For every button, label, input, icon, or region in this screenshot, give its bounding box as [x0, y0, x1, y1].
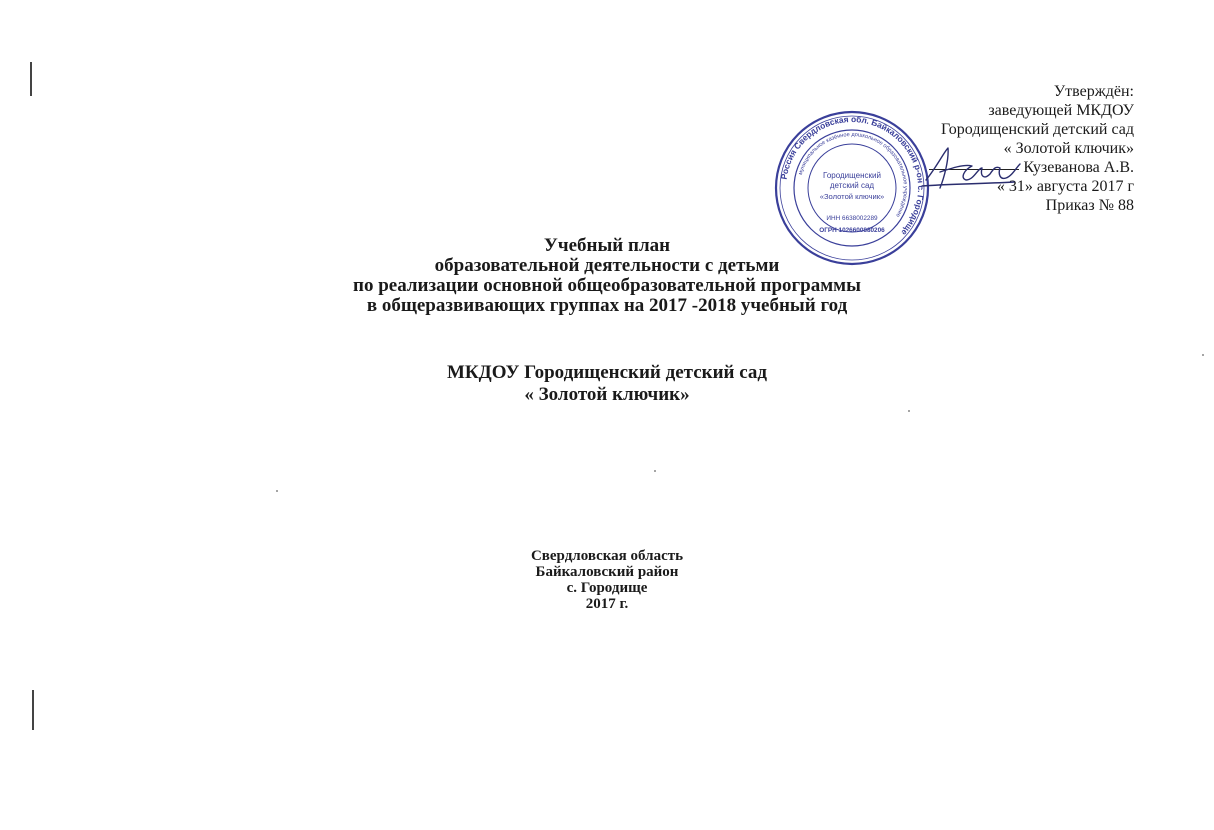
organization-name: [0, 362, 1214, 406]
title-line-4: в общеразвивающих группах на 2017 -2018 учебный год: [366, 295, 848, 316]
scan-edge-mark-bottom: [32, 690, 34, 730]
place-and-year: [0, 548, 1214, 612]
scan-speck: [908, 410, 910, 412]
stamp-ogrn: ОГРН 1026600880206: [819, 227, 885, 234]
approval-position: заведующей МКДОУ: [988, 102, 1134, 119]
scan-edge-mark-top: [30, 62, 32, 96]
document-title: [0, 236, 1214, 316]
scan-speck: [1202, 354, 1204, 356]
scan-speck: [276, 490, 278, 492]
approval-date: « 31» августа 2017 г: [996, 178, 1134, 195]
stamp-center-line-2: детский сад: [829, 181, 875, 190]
organization-line-1: МКДОУ Городищенский детский сад: [446, 362, 768, 383]
stamp-center-line-1: Городищенский: [823, 171, 881, 180]
place-region: Свердловская область: [530, 548, 684, 564]
scan-speck: [654, 470, 656, 472]
title-line-2: образовательной деятельности с детьми: [434, 255, 780, 276]
place-district: Байкаловский район: [535, 564, 679, 580]
stamp-center-line-3: «Золотой ключик»: [819, 192, 885, 201]
handwritten-signature: [918, 138, 1028, 198]
stamp-inner-text: муниципальное казённое дошкольное образовательное учреждение: [797, 131, 909, 218]
title-line-1: Учебный план: [543, 235, 671, 256]
approval-order: Приказ № 88: [1045, 197, 1134, 214]
stamp-outer-text: Россия Свердловская обл. Байкаловский р-он с. Городище: [778, 113, 927, 238]
approval-heading: Утверждён:: [1053, 83, 1134, 100]
approval-signatory-name: Кузеванова А.В.: [1023, 159, 1134, 176]
approval-institution: Городищенский детский сад: [940, 121, 1134, 138]
approval-institution-name: « Золотой ключик»: [1003, 140, 1134, 157]
stamp-inn: ИНН 6638002289: [826, 215, 878, 222]
place-year: 2017 г.: [585, 596, 629, 612]
place-village: с. Городище: [566, 580, 648, 596]
organization-line-2: « Золотой ключик»: [524, 384, 690, 405]
title-line-3: по реализации основной общеобразовательной программы: [353, 275, 861, 296]
